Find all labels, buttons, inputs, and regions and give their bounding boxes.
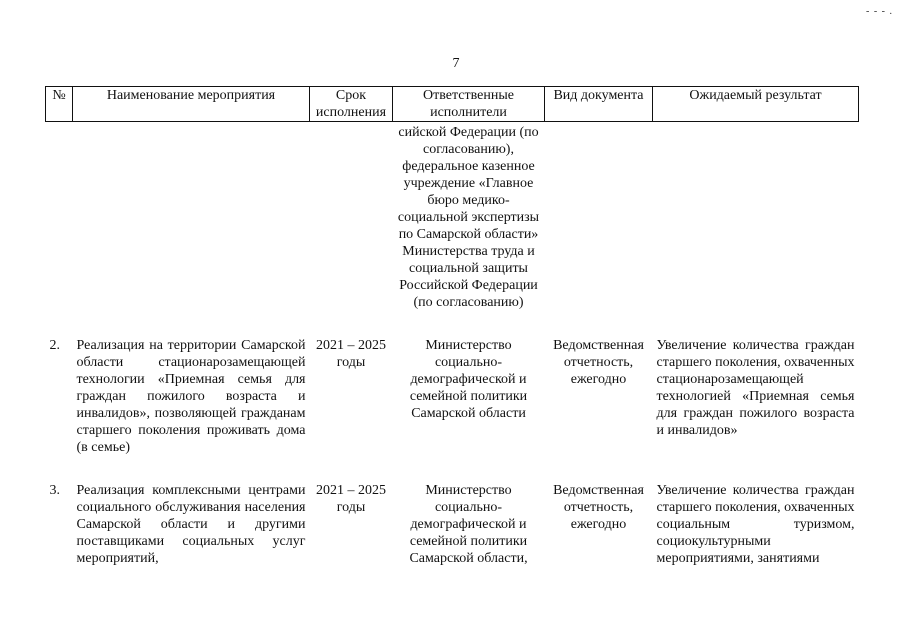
cell-doc-type: Ведомственная отчетность, ежегодно	[553, 483, 644, 532]
cell-result: Увеличение количества граждан старшего поколения, охваченных стационарозамещающей технологией «Приемная семья для граждан пожилого возраста и инвалидов»	[656, 338, 855, 438]
cell-name: Реализация на территории Самарской области стационарозамещающей технологии «Приемная семья для граждан пожилого возраста и инвалидов», позволяющей гражданам старшего поколения проживать дома (в семье)	[76, 338, 306, 455]
measures-table	[45, 86, 859, 567]
header-responsible: Ответственные исполнители	[393, 87, 545, 122]
header-result: Ожидаемый результат	[653, 87, 859, 122]
header-num: №	[46, 87, 73, 122]
header-name: Наименование мероприятия	[73, 87, 310, 122]
table-row	[46, 311, 859, 456]
cell-responsible: Министерство социально-демографической и семейной политики Самарской области,	[409, 483, 528, 566]
table-row-continuation	[46, 122, 859, 312]
cell-doc-type: Ведомственная отчетность, ежегодно	[553, 338, 644, 387]
header-doc-type: Вид документа	[545, 87, 653, 122]
cell-responsible: Министерство социально-демографической и семейной политики Самарской области	[409, 338, 528, 421]
table-row	[46, 456, 859, 567]
header-term: Срок исполнения	[310, 87, 393, 122]
page-number: 7	[452, 56, 460, 71]
cell-num: 2.	[49, 338, 60, 353]
table-header-row	[46, 87, 859, 122]
cell-term: 2021 – 2025 годы	[316, 483, 386, 515]
cell-name: Реализация комплексными центрами социального обслуживания населения Самарской области и другими поставщиками социальных услуг мероприятий,	[76, 483, 306, 566]
cell-responsible: сийской Федерации (по согласованию), федеральное казенное учреждение «Главное бюро медико-социальной экспертизы по Самарской области» Министерства труда и социальной защиты Российской Федерации (по согласованию)	[397, 125, 540, 310]
corner-mark: - - - .	[866, 6, 893, 17]
cell-term: 2021 – 2025 годы	[316, 338, 386, 370]
cell-num: 3.	[49, 483, 60, 498]
cell-result: Увеличение количества граждан старшего поколения, охваченных социальным туризмом, социокультурными мероприятиями, занятиями	[656, 483, 855, 566]
